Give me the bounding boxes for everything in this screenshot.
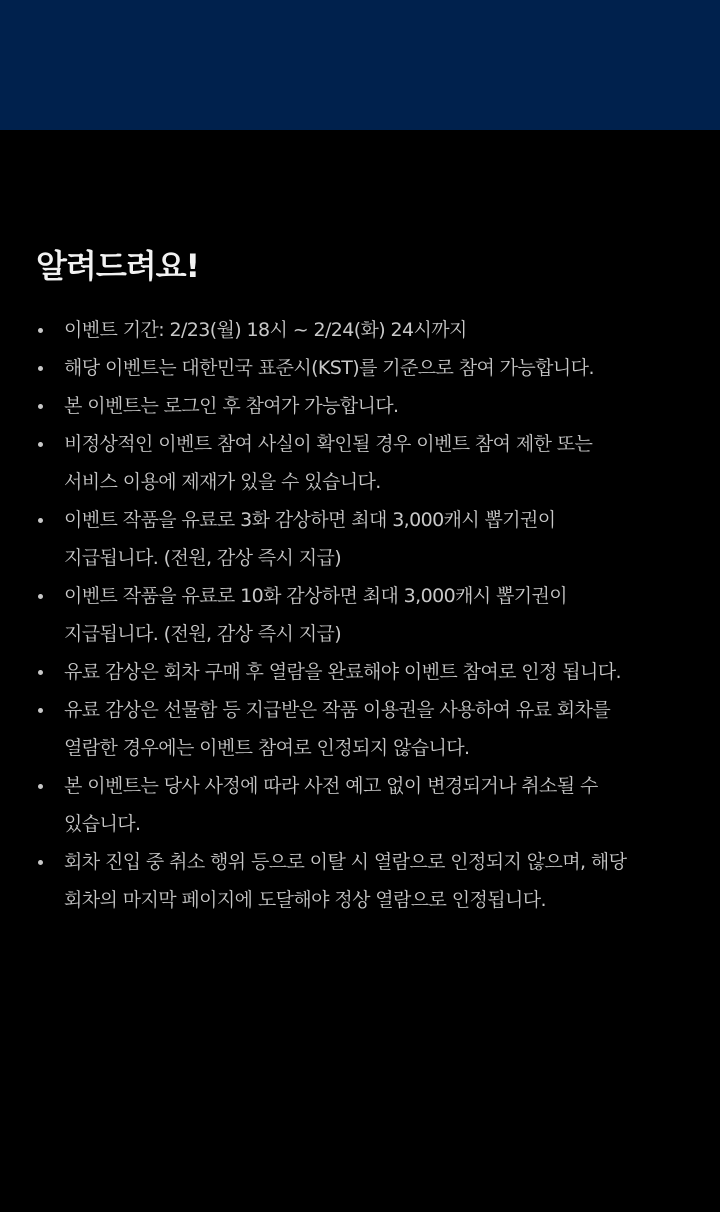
notice-item-text: 회차 진입 중 취소 행위 등으로 이탈 시 열람으로 인정되지 않으며, 해당 [64,851,627,873]
notice-item-text: 지급됩니다. (전원, 감상 즉시 지급) [64,547,342,569]
bullet-icon [38,518,43,523]
notice-item [36,387,684,425]
notice-item-text: 해당 이벤트는 대한민국 표준시(KST)를 기준으로 참여 가능합니다. [64,357,594,379]
notice-item-text: 서비스 이용에 제재가 있을 수 있습니다. [64,471,381,493]
notice-item-text: 이벤트 기간: 2/23(월) 18시 ~ 2/24(화) 24시까지 [64,319,467,341]
notice-item [36,843,684,919]
bullet-icon [38,860,43,865]
bullet-icon [38,404,43,409]
notice-item-text: 이벤트 작품을 유료로 3화 감상하면 최대 3,000캐시 뽑기권이 [64,509,556,531]
notice-item [36,577,684,653]
notice-list [36,311,684,919]
notice-item-text: 유료 감상은 회차 구매 후 열람을 완료해야 이벤트 참여로 인정 됩니다. [64,661,621,683]
notice-item-text: 비정상적인 이벤트 참여 사실이 확인될 경우 이벤트 참여 제한 또는 [64,433,593,455]
bullet-icon [38,594,43,599]
notice-item [36,425,684,501]
notice-item-text: 지급됩니다. (전원, 감상 즉시 지급) [64,623,342,645]
bullet-icon [38,442,43,447]
notice-item [36,311,684,349]
bullet-icon [38,784,43,789]
notice-item-text: 본 이벤트는 당사 사정에 따라 사전 예고 없이 변경되거나 취소될 수 [64,775,598,797]
notice-item-text: 회차의 마지막 페이지에 도달해야 정상 열람으로 인정됩니다. [64,889,546,911]
top-banner [0,0,720,130]
notice-item-text: 본 이벤트는 로그인 후 참여가 가능합니다. [64,395,399,417]
notice-item [36,653,684,691]
notice-item [36,349,684,387]
notice-item-text: 이벤트 작품을 유료로 10화 감상하면 최대 3,000캐시 뽑기권이 [64,585,568,607]
notice-item-text: 열람한 경우에는 이벤트 참여로 인정되지 않습니다. [64,737,470,759]
notice-item [36,501,684,577]
notice-item-text: 유료 감상은 선물함 등 지급받은 작품 이용권을 사용하여 유료 회차를 [64,699,611,721]
bullet-icon [38,366,43,371]
notice-section [0,130,720,1212]
bullet-icon [38,708,43,713]
bullet-icon [38,328,43,333]
notice-item [36,691,684,767]
notice-item-text: 있습니다. [64,813,141,835]
bullet-icon [38,670,43,675]
notice-title: 알려드려요! [36,247,200,285]
notice-item [36,767,684,843]
